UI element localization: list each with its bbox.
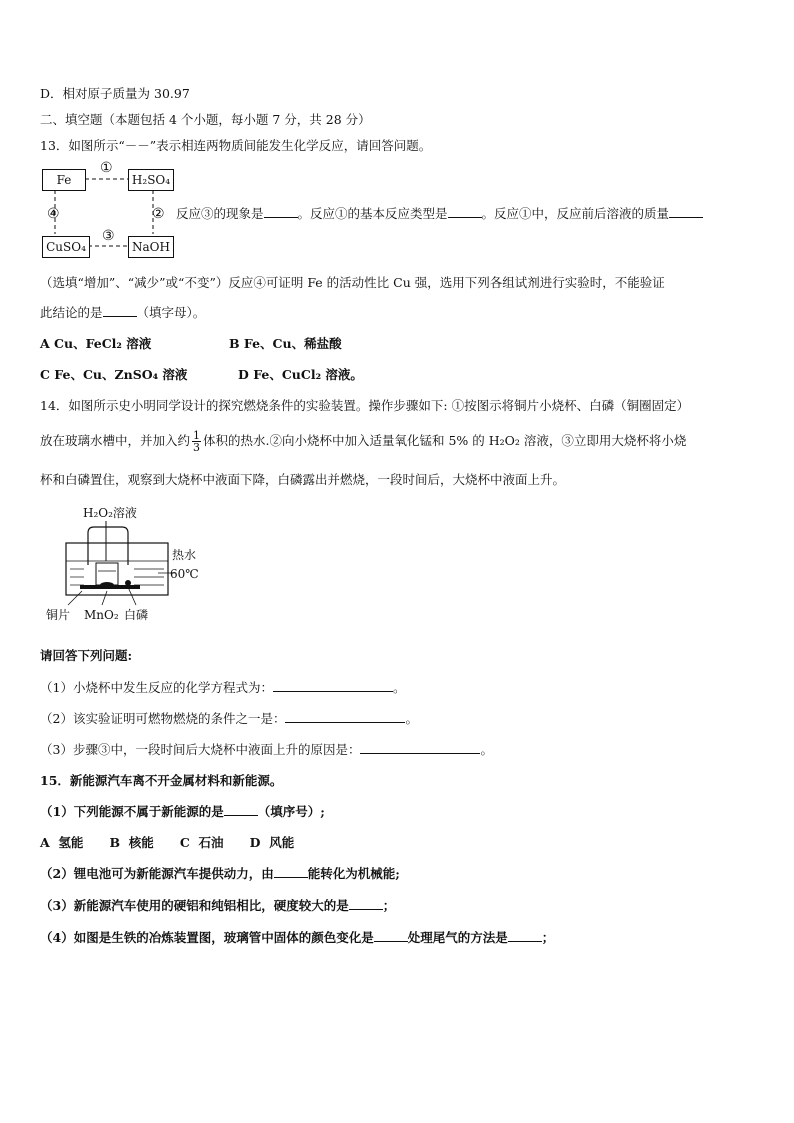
answer-blank[interactable] xyxy=(224,803,258,816)
q15-sub1-text: （1）下列能源不属于新能源的是 xyxy=(40,804,224,819)
q15-sub2-tail: 能转化为机械能; xyxy=(307,866,400,881)
answer-blank[interactable] xyxy=(285,710,405,723)
answer-blank[interactable] xyxy=(103,304,137,317)
label-reaction-1: ① xyxy=(100,160,113,176)
label-hot-water: 热水 xyxy=(172,548,197,562)
node-cuso4: CuSO₄ xyxy=(42,236,90,258)
q15-sub4-mid: 处理尾气的方法是 xyxy=(407,930,508,945)
q14-sub1-text: （1）小烧杯中发生反应的化学方程式为： xyxy=(40,680,273,695)
q14-sub2 xyxy=(40,709,418,727)
small-beaker xyxy=(96,563,118,585)
fraction-denominator: 3 xyxy=(193,441,201,454)
answer-blank[interactable] xyxy=(448,205,482,218)
answer-blank[interactable] xyxy=(264,205,298,218)
option-d: D．相对原子质量为 30.97 xyxy=(40,86,190,101)
q15-sub3-tail: ； xyxy=(382,898,396,913)
q13-line2: （选填“增加”、“减少”或“不变”）反应④可证明 Fe 的活动性比 Cu 强，选用下列各组试剂进行实验时，不能验证 xyxy=(40,275,665,290)
q13-option-d: D Fe、CuCl₂ 溶液。 xyxy=(238,367,363,382)
label-white-phosphorus: 白磷 xyxy=(124,608,149,622)
label-h2o2-solution: H₂O₂溶液 xyxy=(83,506,137,520)
q13-option-a: A Cu、FeCl₂ 溶液 xyxy=(40,336,152,351)
q15-sub4-tail: ； xyxy=(541,930,555,945)
q14-sub2-text: （2）该实验证明可燃物燃烧的条件之一是： xyxy=(40,711,286,726)
q14-sub3 xyxy=(40,740,493,758)
q15-sub1 xyxy=(40,802,325,820)
node-naoh: NaOH xyxy=(128,236,174,258)
combustion-apparatus-diagram xyxy=(40,503,220,623)
q13-line1 xyxy=(176,204,703,222)
label-reaction-4: ④ xyxy=(47,206,60,222)
q15-title: 15．新能源汽车离不开金属材料和新能源。 xyxy=(40,773,283,788)
q15-sub4 xyxy=(40,928,554,946)
q14-line1: 14．如图所示史小明同学设计的探究燃烧条件的实验装置。操作步骤如下: ①按图示将铜片小烧杯、白磷（铜圈固定） xyxy=(40,398,690,413)
answer-blank[interactable] xyxy=(374,929,408,942)
answer-blank[interactable] xyxy=(349,897,383,910)
q14-prompt: 请回答下列问题: xyxy=(40,648,133,663)
q15-options: A 氢能 B 核能 C 石油 D 风能 xyxy=(40,835,295,850)
q13-title: 13．如图所示“－－”表示相连两物质间能发生化学反应，请回答问题。 xyxy=(40,138,432,153)
q13-text3b: （填字母）。 xyxy=(136,305,206,320)
fraction-numerator: 1 xyxy=(193,429,201,442)
fraction-one-third xyxy=(192,430,201,453)
period: 。 xyxy=(405,711,418,726)
label-reaction-2: ② xyxy=(152,206,165,222)
period: 。 xyxy=(392,680,406,695)
large-beaker xyxy=(88,527,128,565)
q13-text1a: 反应③的现象是 xyxy=(176,206,264,221)
white-phosphorus xyxy=(125,580,131,586)
q13-option-b: B Fe、Cu、稀盐酸 xyxy=(229,336,342,351)
q15-sub2-text: （2）锂电池可为新能源汽车提供动力，由 xyxy=(40,866,274,881)
q15-sub2 xyxy=(40,864,400,882)
answer-blank[interactable] xyxy=(508,929,542,942)
q13-line3 xyxy=(40,303,205,321)
q13-option-c: C Fe、Cu、ZnSO₄ 溶液 xyxy=(40,367,188,382)
q14-sub1 xyxy=(40,678,405,696)
answer-blank[interactable] xyxy=(274,865,308,878)
label-mno2: MnO₂ xyxy=(84,608,119,622)
period: 。 xyxy=(480,742,493,757)
q13-text1b: 。反应①的基本反应类型是 xyxy=(297,206,448,221)
q14-line3: 杯和白磷置住，观察到大烧杯中液面下降，白磷露出并燃烧，一段时间后，大烧杯中液面上升。 xyxy=(40,472,566,487)
q14-line2 xyxy=(40,430,686,453)
answer-blank[interactable] xyxy=(669,205,703,218)
q13-text1c: 。反应①中，反应前后溶液的质量 xyxy=(481,206,670,221)
q14-text2b: 体积的热水.②向小烧杯中加入适量氧化锰和 5% 的 H₂O₂ 溶液，③立即用大烧杯将小烧 xyxy=(203,433,687,448)
q15-sub3 xyxy=(40,896,395,914)
q15-sub1-tail: （填序号）; xyxy=(257,804,325,819)
section-heading: 二、填空题（本题包括 4 个小题，每小题 7 分，共 28 分） xyxy=(40,112,371,127)
answer-blank[interactable] xyxy=(273,679,393,692)
node-h2so4: H₂SO₄ xyxy=(128,169,174,191)
mno2-powder xyxy=(100,582,114,588)
answer-blank[interactable] xyxy=(360,741,480,754)
q15-sub3-text: （3）新能源汽车使用的硬铝和纯铝相比，硬度较大的是 xyxy=(40,898,349,913)
q14-sub3-text: （3）步骤③中，一段时间后大烧杯中液面上升的原因是： xyxy=(40,742,361,757)
label-reaction-3: ③ xyxy=(102,228,115,244)
q14-text2a: 放在玻璃水槽中，并加入约 xyxy=(40,433,191,448)
label-temperature: 60℃ xyxy=(170,567,199,581)
q15-sub4-text: （4）如图是生铁的冶炼装置图，玻璃管中固体的颜色变化是 xyxy=(40,930,374,945)
node-fe: Fe xyxy=(42,169,86,191)
label-copper-sheet: 铜片 xyxy=(46,608,71,622)
q13-text3a: 此结论的是 xyxy=(40,305,103,320)
